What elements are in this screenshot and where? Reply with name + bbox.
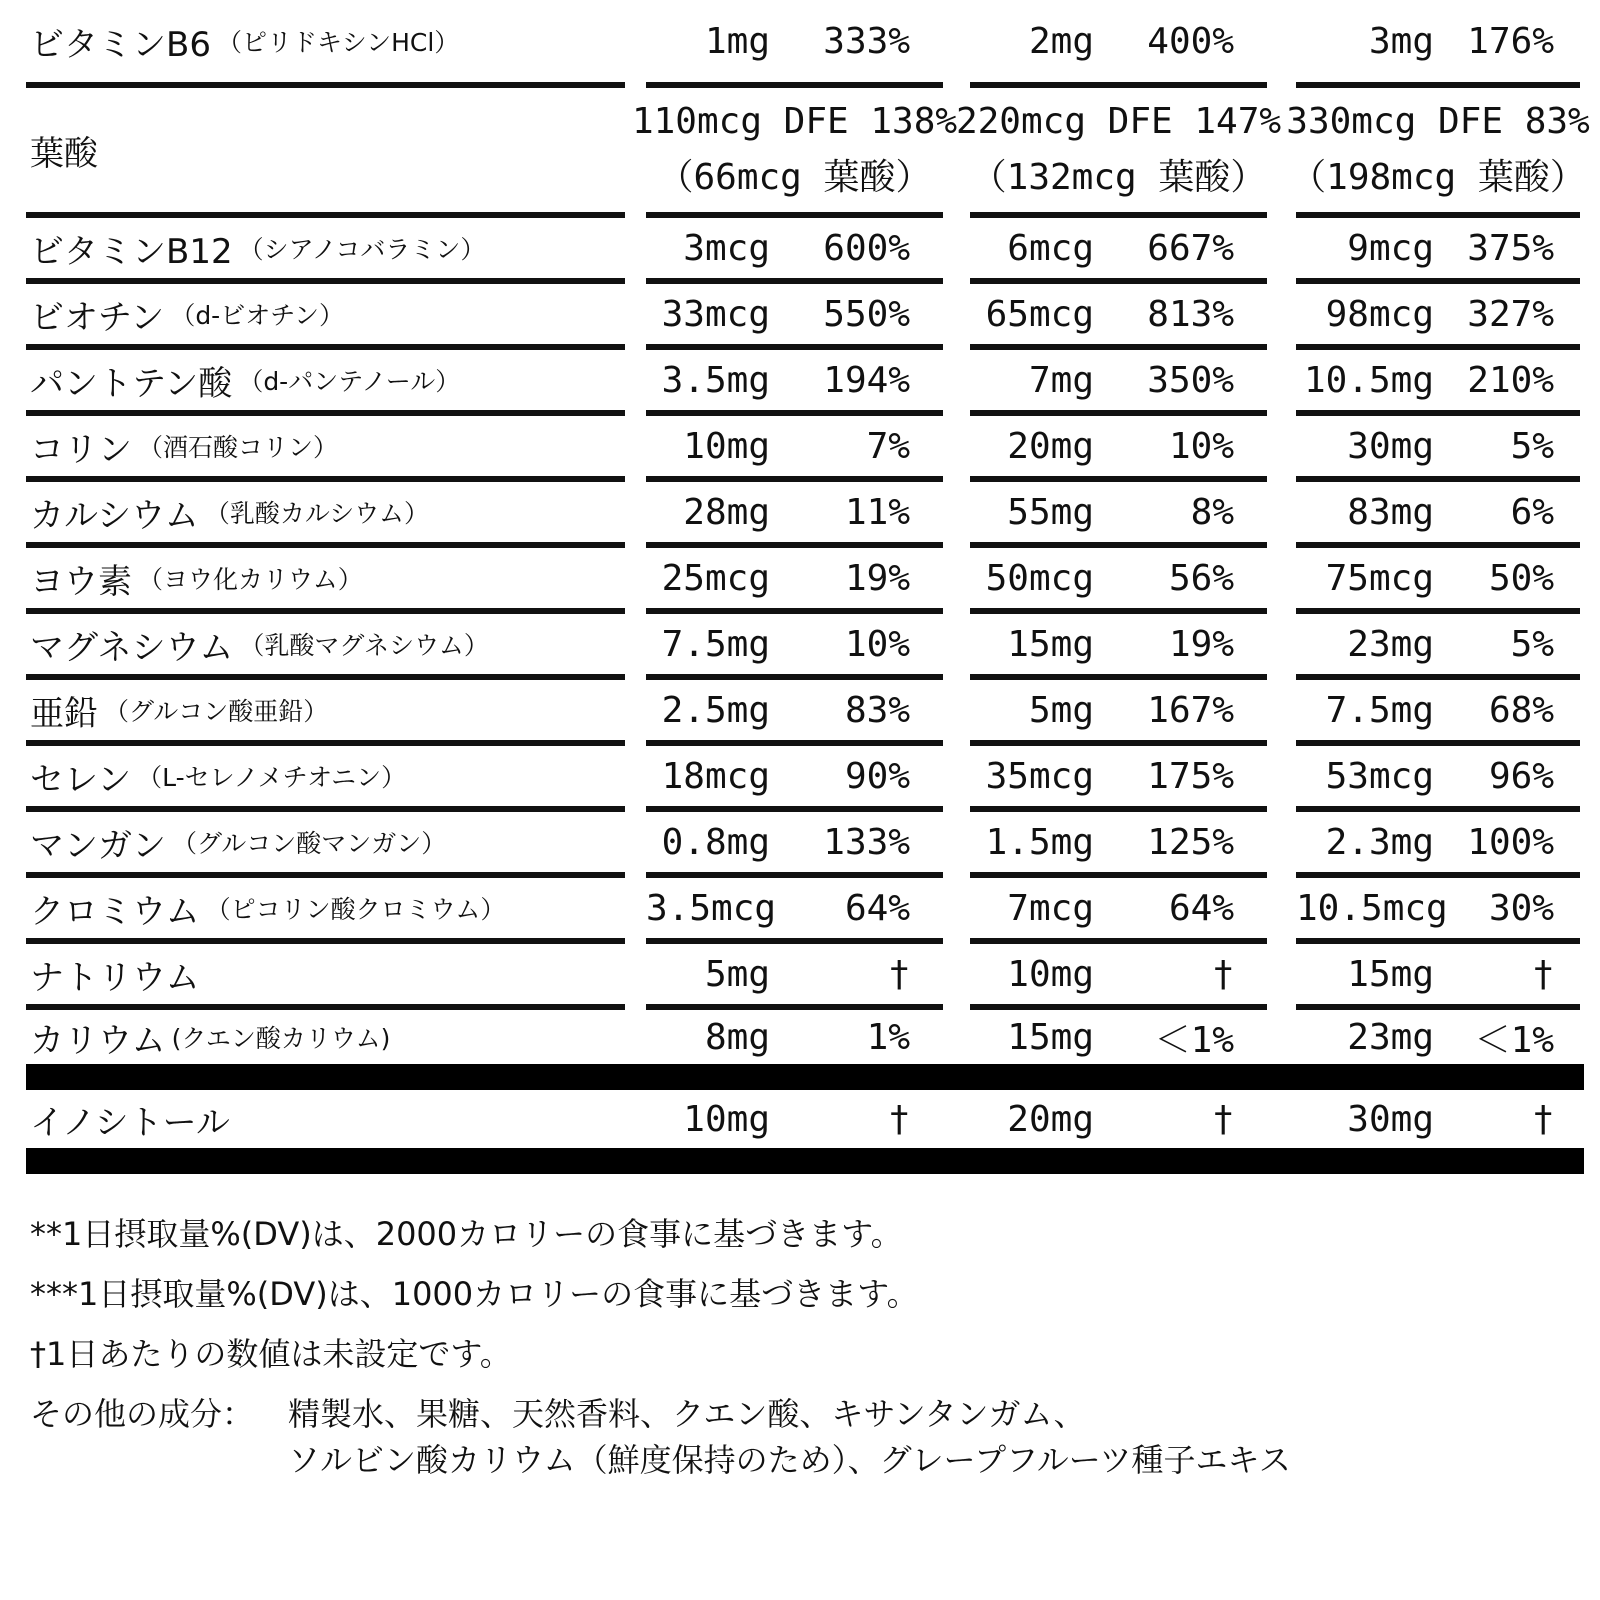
- col1-value: 18mcg 90%: [646, 746, 943, 812]
- other-ingredients-label: その他の成分：: [30, 1395, 255, 1433]
- col3-value: 3mg 176%: [1296, 0, 1580, 88]
- col2-value: 2mg 400%: [970, 0, 1267, 88]
- col2-value: 55mg 8%: [970, 482, 1267, 548]
- col1-value: 2.5mg 83%: [646, 680, 943, 746]
- footnote-dagger: †1日あたりの数値は未設定です。: [30, 1335, 512, 1373]
- nutrient-name: カリウム (クエン酸カリウム): [30, 1020, 391, 1061]
- nutrient-name: カルシウム （乳酸カルシウム）: [26, 482, 625, 548]
- col1-value: 8mg 1%: [704, 1016, 910, 1058]
- table-row: [26, 284, 1584, 350]
- other-ingredients-line1: 精製水、果糖、天然香料、クエン酸、キサンタンガム、: [288, 1395, 1086, 1433]
- table-row: [26, 1090, 1584, 1148]
- nutrient-name: コリン （酒石酸コリン）: [26, 416, 625, 482]
- table-row: [26, 88, 1590, 218]
- nutrient-name: 亜鉛 （グルコン酸亜鉛）: [26, 680, 625, 746]
- col3-value: 23mg ＜1%: [1347, 1016, 1554, 1061]
- col2-value: 10mg †: [970, 944, 1267, 1010]
- col1-value: 3mcg 600%: [646, 218, 943, 284]
- col1-value: 10mg 7%: [646, 416, 943, 482]
- col1-value: 25mcg 19%: [646, 548, 943, 614]
- col1-value: 110mcg DFE 138% （66mcg 葉酸）: [646, 88, 943, 218]
- col3-value: 330mcg DFE 83% （198mcg 葉酸）: [1296, 88, 1580, 218]
- col1-value: 10mg †: [683, 1098, 910, 1140]
- table-row: [26, 878, 1584, 944]
- table-row: [26, 944, 1584, 1010]
- col3-value: 98mcg 327%: [1296, 284, 1580, 350]
- table-row: [26, 218, 1584, 284]
- nutrient-name: ビオチン （d-ビオチン）: [26, 284, 625, 350]
- divider-bar: [26, 1148, 1584, 1174]
- table-row: [26, 548, 1584, 614]
- col3-value: 23mg 5%: [1296, 614, 1580, 680]
- col3-value: 75mcg 50%: [1296, 548, 1580, 614]
- col3-value: 10.5mg 210%: [1296, 350, 1580, 416]
- table-row: [26, 0, 1584, 88]
- col1-value: 3.5mcg 64%: [646, 878, 943, 944]
- col3-value: 10.5mcg 30%: [1296, 878, 1580, 944]
- nutrient-name: ビタミンB12 （シアノコバラミン）: [26, 218, 625, 284]
- col3-value: 83mg 6%: [1296, 482, 1580, 548]
- footnote-dv-2000: **1日摂取量%(DV)は、2000カロリーの食事に基づきます。: [30, 1215, 903, 1253]
- nutrient-name: マグネシウム （乳酸マグネシウム）: [26, 614, 625, 680]
- nutrient-name: ナトリウム: [26, 944, 625, 1010]
- nutrient-name: イノシトール: [30, 1102, 230, 1143]
- table-row: [26, 350, 1584, 416]
- col2-value: 15mg ＜1%: [1007, 1016, 1234, 1061]
- nutrient-name: 葉酸: [26, 88, 625, 218]
- col1-value: 28mg 11%: [646, 482, 943, 548]
- nutrient-name: セレン （L-セレノメチオニン）: [26, 746, 625, 812]
- col1-value: 0.8mg 133%: [646, 812, 943, 878]
- footnote-dv-1000: ***1日摂取量%(DV)は、1000カロリーの食事に基づきます。: [30, 1275, 919, 1313]
- table-row: [26, 416, 1584, 482]
- col2-value: 7mg 350%: [970, 350, 1267, 416]
- col1-value: 33mcg 550%: [646, 284, 943, 350]
- nutrient-name: ヨウ素 （ヨウ化カリウム）: [26, 548, 625, 614]
- other-ingredients-line2: ソルビン酸カリウム（鮮度保持のため）、グレープフルーツ種子エキス: [288, 1441, 1291, 1479]
- col3-value: 30mg 5%: [1296, 416, 1580, 482]
- col2-value: 65mcg 813%: [970, 284, 1267, 350]
- table-row: [26, 812, 1584, 878]
- col3-value: 2.3mg 100%: [1296, 812, 1580, 878]
- col1-value: 3.5mg 194%: [646, 350, 943, 416]
- col2-value: 6mcg 667%: [970, 218, 1267, 284]
- nutrient-name: マンガン （グルコン酸マンガン）: [26, 812, 625, 878]
- nutrient-name: パントテン酸 （d-パンテノール）: [26, 350, 625, 416]
- col2-value: 1.5mg 125%: [970, 812, 1267, 878]
- col2-value: 20mg †: [1007, 1098, 1234, 1140]
- footnotes: [30, 1204, 1570, 1490]
- col3-value: 53mcg 96%: [1296, 746, 1580, 812]
- col2-value: 15mg 19%: [970, 614, 1267, 680]
- divider-bar: [26, 1064, 1584, 1090]
- nutrient-name: ビタミンB6 （ピリドキシンHCl）: [26, 0, 625, 88]
- table-row: [26, 482, 1584, 548]
- table-row: [26, 614, 1584, 680]
- col3-value: 7.5mg 68%: [1296, 680, 1580, 746]
- col3-value: 30mg †: [1347, 1098, 1554, 1140]
- col2-value: 5mg 167%: [970, 680, 1267, 746]
- table-row: [26, 1010, 1584, 1064]
- table-row: [26, 746, 1584, 812]
- nutrient-name: クロミウム （ピコリン酸クロミウム）: [26, 878, 625, 944]
- col1-value: 1mg 333%: [646, 0, 943, 88]
- col3-value: 9mcg 375%: [1296, 218, 1580, 284]
- col2-value: 35mcg 175%: [970, 746, 1267, 812]
- col1-value: 5mg †: [646, 944, 943, 1010]
- col2-value: 20mg 10%: [970, 416, 1267, 482]
- col1-value: 7.5mg 10%: [646, 614, 943, 680]
- col3-value: 15mg †: [1296, 944, 1580, 1010]
- col2-value: 50mcg 56%: [970, 548, 1267, 614]
- col2-value: 220mcg DFE 147% （132mcg 葉酸）: [970, 88, 1267, 218]
- col2-value: 7mcg 64%: [970, 878, 1267, 944]
- table-row: [26, 680, 1584, 746]
- supplement-facts-table: [26, 0, 1590, 1174]
